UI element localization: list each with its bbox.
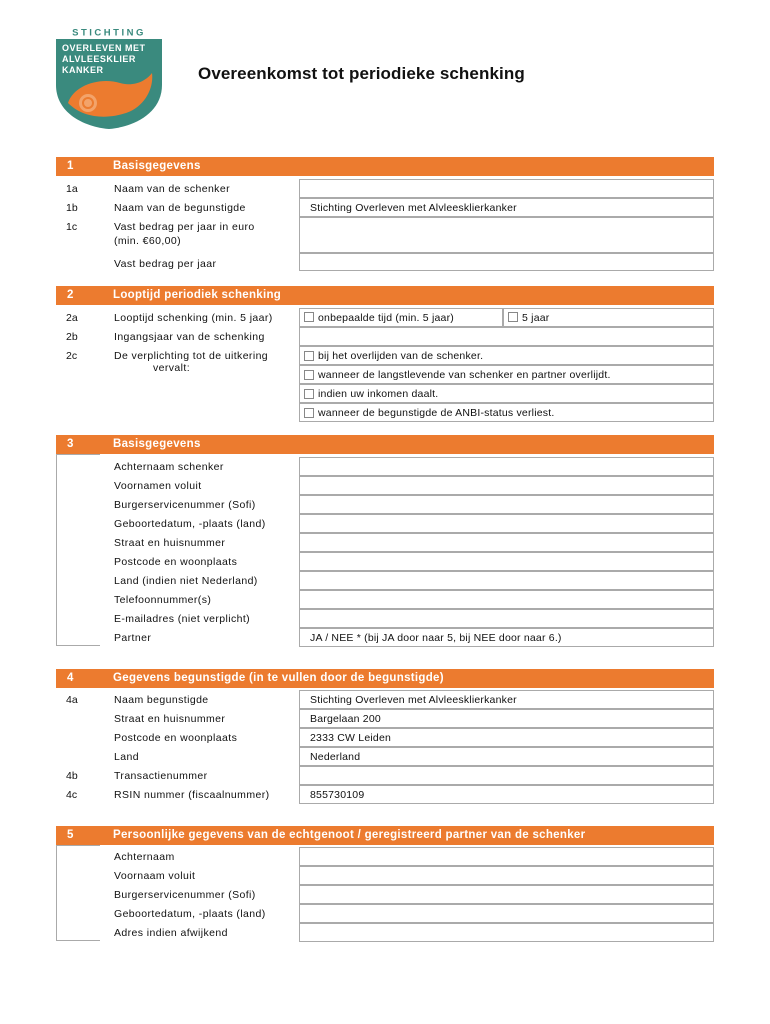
beneficiary-postcode-value: 2333 CW Leiden: [310, 732, 392, 744]
section-2-header: [56, 286, 714, 305]
beneficiary-name-field[interactable]: [299, 198, 714, 217]
expiry-option[interactable]: [299, 403, 714, 422]
beneficiary-country-value: Nederland: [310, 751, 361, 763]
label-beneficiary: Naam begunstigde: [114, 694, 209, 706]
partner-address-field[interactable]: [299, 923, 714, 942]
label-postcode: Postcode en woonplaats: [114, 556, 238, 568]
section-title: Persoonlijke gegevens van de echtgenoot / geregistreerd partner van de schenker: [113, 829, 586, 841]
expiry-option[interactable]: [299, 384, 714, 403]
section-5-header: [56, 826, 714, 845]
partner-field[interactable]: [299, 628, 714, 647]
option-label: bij het overlijden van de schenker.: [318, 350, 484, 362]
checkbox[interactable]: [304, 351, 314, 361]
label-beneficiary-postcode: Postcode en woonplaats: [114, 732, 238, 744]
label-partner-first-name: Voornaam voluit: [114, 870, 196, 882]
label-partner-birth: Geboortedatum, -plaats (land): [114, 908, 266, 920]
beneficiary-field[interactable]: [299, 690, 714, 709]
label-partner-bsn: Burgerservicenummer (Sofi): [114, 889, 256, 901]
option-label: indien uw inkomen daalt.: [318, 388, 439, 400]
row-number: 2c: [66, 350, 78, 362]
partner-birth-field[interactable]: [299, 904, 714, 923]
checkbox[interactable]: [304, 389, 314, 399]
label-bsn: Burgerservicenummer (Sofi): [114, 499, 256, 511]
option-label: wanneer de begunstigde de ANBI-status verliest.: [318, 407, 555, 419]
label-street: Straat en huisnummer: [114, 537, 226, 549]
row-number: 4c: [66, 789, 78, 801]
surname-field[interactable]: [299, 457, 714, 476]
partner-value: JA / NEE * (bij JA door naar 5, bij NEE door naar 6.): [310, 632, 562, 644]
logo-line-3: ALVLEESKLIER: [62, 54, 136, 64]
row-number: 1b: [66, 202, 78, 214]
start-year-field[interactable]: [299, 327, 714, 346]
postcode-field[interactable]: [299, 552, 714, 571]
rsin-value: 855730109: [310, 789, 365, 801]
duration-option-indefinite[interactable]: [299, 308, 503, 327]
label-rsin: RSIN nummer (fiscaalnummer): [114, 789, 270, 801]
label-annual-amount-min: (min. €60,00): [114, 235, 182, 247]
section-number: 4: [67, 672, 74, 684]
partner-first-name-field[interactable]: [299, 866, 714, 885]
checkbox[interactable]: [508, 312, 518, 322]
row-number: 1a: [66, 183, 78, 195]
row-number: 4b: [66, 770, 78, 782]
label-beneficiary-name: Naam van de begunstigde: [114, 202, 246, 214]
label-transaction: Transactienummer: [114, 770, 208, 782]
section-title: Basisgegevens: [113, 438, 201, 450]
beneficiary-postcode-field[interactable]: [299, 728, 714, 747]
section-number: 5: [67, 829, 74, 841]
first-names-field[interactable]: [299, 476, 714, 495]
duration-option-5-years[interactable]: [503, 308, 714, 327]
label-beneficiary-street: Straat en huisnummer: [114, 713, 226, 725]
label-email: E-mailadres (niet verplicht): [114, 613, 251, 625]
beneficiary-street-field[interactable]: [299, 709, 714, 728]
label-start-year: Ingangsjaar van de schenking: [114, 331, 265, 343]
label-country: Land (indien niet Nederland): [114, 575, 258, 587]
label-annual-amount: Vast bedrag per jaar: [114, 258, 217, 270]
beneficiary-name-value: Stichting Overleven met Alvleesklierkanker: [310, 202, 517, 214]
row-number: 2a: [66, 312, 78, 324]
section-5-number-column: [56, 845, 100, 941]
section-number: 1: [67, 160, 74, 172]
transaction-field[interactable]: [299, 766, 714, 785]
label-obligation-2: vervalt:: [153, 362, 191, 374]
option-label: onbepaalde tijd (min. 5 jaar): [318, 312, 454, 324]
section-1-header: [56, 157, 714, 176]
logo-line-1: STICHTING: [72, 27, 146, 39]
donor-name-field[interactable]: [299, 179, 714, 198]
street-field[interactable]: [299, 533, 714, 552]
beneficiary-street-value: Bargelaan 200: [310, 713, 381, 725]
label-partner-address: Adres indien afwijkend: [114, 927, 228, 939]
option-label: wanneer de langstlevende van schenker en partner overlijdt.: [318, 369, 611, 381]
section-number: 3: [67, 438, 74, 450]
label-first-names: Voornamen voluit: [114, 480, 202, 492]
beneficiary-country-field[interactable]: [299, 747, 714, 766]
label-beneficiary-country: Land: [114, 751, 139, 763]
expiry-option[interactable]: [299, 346, 714, 365]
row-number: 2b: [66, 331, 78, 343]
birth-field[interactable]: [299, 514, 714, 533]
expiry-option[interactable]: [299, 365, 714, 384]
label-annual-amount-euro: Vast bedrag per jaar in euro: [114, 221, 255, 233]
foundation-logo: [54, 23, 164, 131]
partner-bsn-field[interactable]: [299, 885, 714, 904]
partner-surname-field[interactable]: [299, 847, 714, 866]
annual-amount-field[interactable]: [299, 253, 714, 271]
checkbox[interactable]: [304, 370, 314, 380]
bsn-field[interactable]: [299, 495, 714, 514]
phone-field[interactable]: [299, 590, 714, 609]
label-partner: Partner: [114, 632, 152, 644]
checkbox[interactable]: [304, 408, 314, 418]
section-title: Gegevens begunstigde (in te vullen door de begunstigde): [113, 672, 444, 684]
annual-amount-euro-field[interactable]: [299, 217, 714, 253]
row-number: 4a: [66, 694, 78, 706]
label-donor-name: Naam van de schenker: [114, 183, 230, 195]
label-partner-surname: Achternaam: [114, 851, 175, 863]
section-4-header: [56, 669, 714, 688]
section-title: Basisgegevens: [113, 160, 201, 172]
label-obligation-1: De verplichting tot de uitkering: [114, 350, 269, 362]
label-phone: Telefoonnummer(s): [114, 594, 212, 606]
section-number: 2: [67, 289, 74, 301]
logo-line-2: OVERLEVEN MET: [62, 43, 146, 53]
label-surname: Achternaam schenker: [114, 461, 224, 473]
page-title: Overeenkomst tot periodieke schenking: [198, 64, 525, 83]
label-duration: Looptijd schenking (min. 5 jaar): [114, 312, 273, 324]
beneficiary-value: Stichting Overleven met Alvleesklierkanker: [310, 694, 517, 706]
rsin-field[interactable]: [299, 785, 714, 804]
section-3-header: [56, 435, 714, 454]
logo-line-4: KANKER: [62, 65, 104, 75]
country-field[interactable]: [299, 571, 714, 590]
section-title: Looptijd periodiek schenking: [113, 289, 282, 301]
checkbox[interactable]: [304, 312, 314, 322]
email-field[interactable]: [299, 609, 714, 628]
row-number: 1c: [66, 221, 78, 233]
section-3-number-column: [56, 454, 100, 646]
option-label: 5 jaar: [522, 312, 550, 324]
label-birth: Geboortedatum, -plaats (land): [114, 518, 266, 530]
